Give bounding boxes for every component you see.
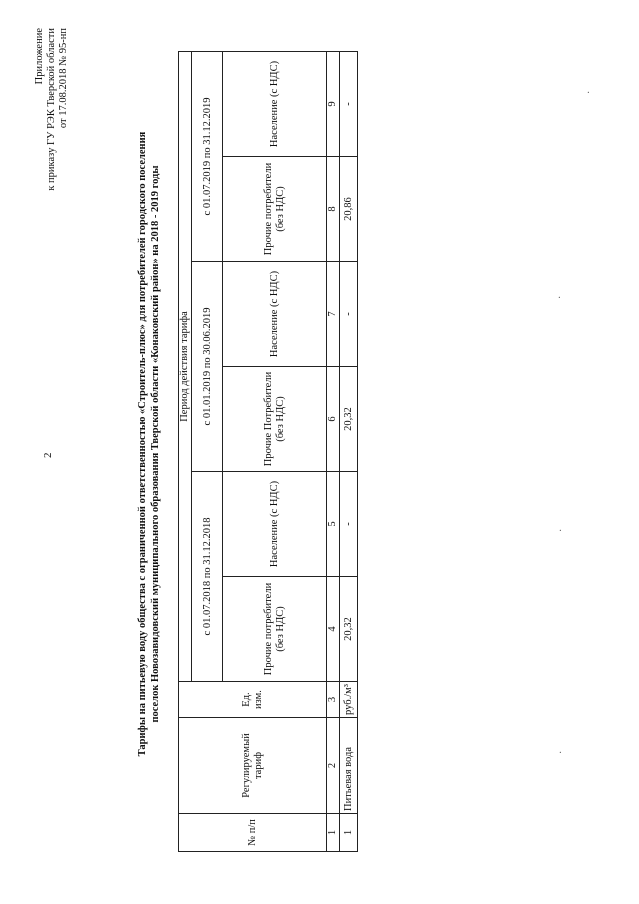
column-number-row	[327, 51, 340, 851]
period-1-population: Население (с НДС)	[223, 472, 327, 577]
document-title	[136, 34, 162, 854]
row-value-8: 20,86	[340, 157, 358, 262]
period-3-others: Прочие потребители (без НДС)	[223, 157, 327, 262]
appendix-note	[34, 28, 70, 191]
scan-speck: ·	[556, 750, 567, 754]
appendix-line-3: от 17.08.2018 № 95-нп	[58, 28, 69, 129]
appendix-line-1: Приложение	[34, 28, 45, 85]
col-num-1: 1	[327, 814, 340, 852]
appendix-line-2: к приказу ГУ РЭК Тверской области	[46, 28, 57, 191]
row-unit: руб./м³	[340, 682, 358, 718]
row-value-9: -	[340, 51, 358, 156]
scan-speck: ·	[556, 528, 567, 532]
col-num-4: 4	[327, 577, 340, 682]
row-value-5: -	[340, 472, 358, 577]
period-3-label: с 01.07.2019 по 31.12.2019	[192, 51, 223, 261]
col-num-2: 2	[327, 718, 340, 814]
title-line-2: поселок Новозавидовский муниципального образования Тверской области «Конаковский район» на 2018 - 2019 годы	[150, 165, 161, 723]
row-tariff-name: Питьевая вода	[340, 718, 358, 814]
period-2-others: Прочие Потребители (без НДС)	[223, 367, 327, 472]
col-num-8: 8	[327, 157, 340, 262]
table-row	[340, 51, 358, 851]
row-value-4: 20,32	[340, 577, 358, 682]
header-unit: Ед. изм.	[179, 682, 327, 718]
period-3-population: Население (с НДС)	[223, 51, 327, 156]
header-period: Период действия тарифа	[179, 51, 192, 681]
period-2-label: с 01.01.2019 по 30.06.2019	[192, 262, 223, 472]
period-1-others: Прочие потребители (без НДС)	[223, 577, 327, 682]
header-number: № п/п	[179, 814, 327, 852]
scan-speck: ·	[584, 90, 595, 94]
row-value-7: -	[340, 262, 358, 367]
col-num-3: 3	[327, 682, 340, 718]
scan-speck: ·	[555, 295, 566, 299]
page-number: 2	[42, 452, 54, 458]
tariff-table	[178, 51, 358, 852]
col-num-5: 5	[327, 472, 340, 577]
header-tariff: Регулируемый тариф	[179, 718, 327, 814]
col-num-7: 7	[327, 262, 340, 367]
row-number: 1	[340, 814, 358, 852]
col-num-9: 9	[327, 51, 340, 156]
title-line-1: Тарифы на питьевую воду общества с ограниченной ответственностью «Строитель-плюс» для потребителей городского поселения	[137, 131, 148, 757]
period-2-population: Население (с НДС)	[223, 262, 327, 367]
col-num-6: 6	[327, 367, 340, 472]
period-1-label: с 01.07.2018 по 31.12.2018	[192, 472, 223, 682]
row-value-6: 20,32	[340, 367, 358, 472]
